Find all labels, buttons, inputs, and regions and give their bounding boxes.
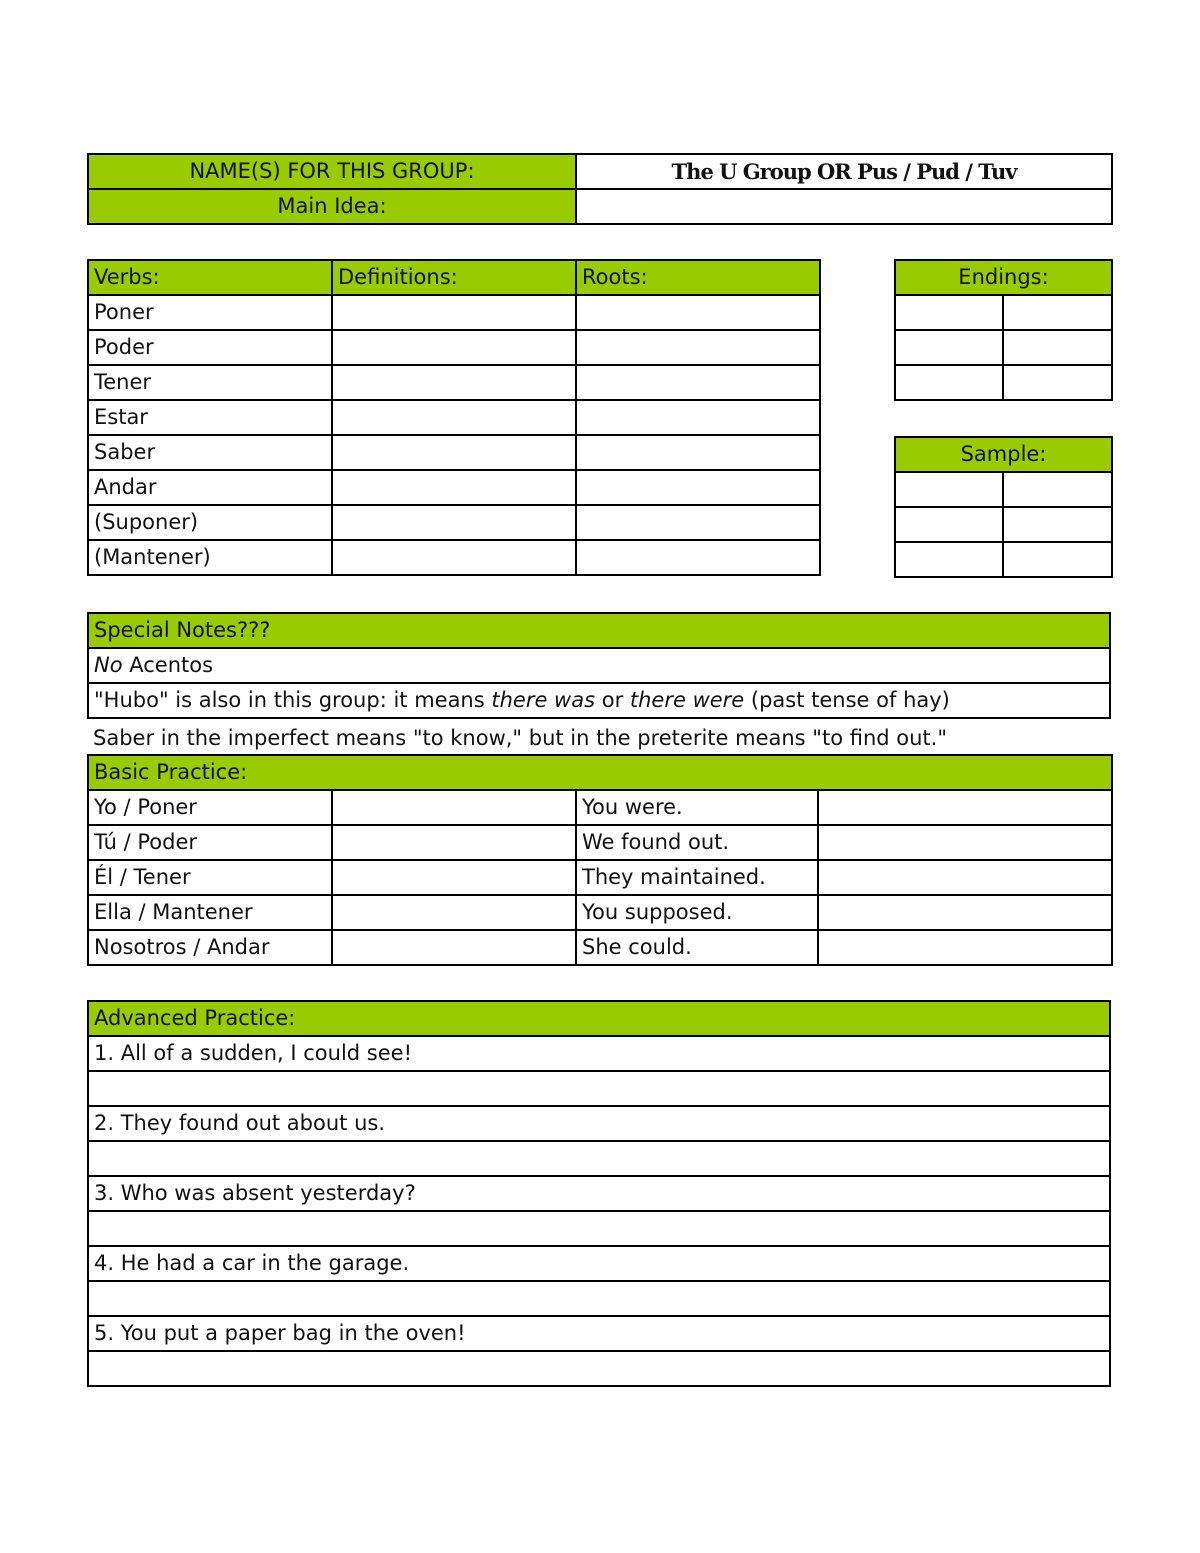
answer-line[interactable] bbox=[88, 1211, 1110, 1246]
root-cell[interactable] bbox=[576, 330, 820, 365]
note-text: or bbox=[595, 688, 630, 712]
definition-cell[interactable] bbox=[332, 505, 576, 540]
sample-header: Sample: bbox=[895, 437, 1112, 472]
sample-table bbox=[894, 436, 1113, 578]
root-cell[interactable] bbox=[576, 540, 820, 575]
prompt-cell: We found out. bbox=[576, 825, 818, 860]
practice-sentence: 4. He had a car in the garage. bbox=[88, 1246, 1110, 1281]
root-cell[interactable] bbox=[576, 295, 820, 330]
ending-cell[interactable] bbox=[1003, 365, 1112, 400]
table-row bbox=[88, 895, 1112, 930]
verb-cell: Andar bbox=[88, 470, 332, 505]
saber-note: Saber in the imperfect means "to know," but in the preterite means "to find out." bbox=[93, 726, 947, 750]
basic-practice-header: Basic Practice: bbox=[88, 755, 1112, 790]
endings-header: Endings: bbox=[895, 260, 1112, 295]
root-cell[interactable] bbox=[576, 365, 820, 400]
table-row bbox=[88, 930, 1112, 965]
definition-cell[interactable] bbox=[332, 330, 576, 365]
answer-cell[interactable] bbox=[332, 790, 576, 825]
special-notes-header: Special Notes??? bbox=[88, 613, 1110, 648]
sample-cell[interactable] bbox=[1003, 542, 1112, 577]
table-row bbox=[88, 540, 820, 575]
main-idea-label: Main Idea: bbox=[88, 189, 576, 224]
header-table bbox=[87, 153, 1113, 225]
answer-cell[interactable] bbox=[332, 860, 576, 895]
note-text: (past tense of hay) bbox=[744, 688, 950, 712]
basic-practice-table bbox=[87, 754, 1113, 966]
note-italic: No bbox=[94, 653, 123, 677]
practice-sentence: 5. You put a paper bag in the oven! bbox=[88, 1316, 1110, 1351]
answer-cell[interactable] bbox=[332, 825, 576, 860]
table-row bbox=[88, 435, 820, 470]
note-italic: there were bbox=[629, 688, 745, 712]
roots-header: Roots: bbox=[576, 260, 820, 295]
table-row bbox=[88, 825, 1112, 860]
prompt-cell: She could. bbox=[576, 930, 818, 965]
practice-sentence: 2. They found out about us. bbox=[88, 1106, 1110, 1141]
root-cell[interactable] bbox=[576, 435, 820, 470]
answer-cell[interactable] bbox=[332, 930, 576, 965]
table-row bbox=[88, 505, 820, 540]
prompt-cell: Ella / Mantener bbox=[88, 895, 332, 930]
prompt-cell: Él / Tener bbox=[88, 860, 332, 895]
prompt-cell: You supposed. bbox=[576, 895, 818, 930]
main-idea-cell[interactable] bbox=[576, 189, 1112, 224]
answer-cell[interactable] bbox=[818, 825, 1112, 860]
answer-line[interactable] bbox=[88, 1351, 1110, 1386]
definition-cell[interactable] bbox=[332, 400, 576, 435]
definition-cell[interactable] bbox=[332, 295, 576, 330]
definition-cell[interactable] bbox=[332, 470, 576, 505]
ending-cell[interactable] bbox=[1003, 295, 1112, 330]
root-cell[interactable] bbox=[576, 470, 820, 505]
table-row bbox=[88, 470, 820, 505]
sample-cell[interactable] bbox=[895, 507, 1003, 542]
answer-line[interactable] bbox=[88, 1071, 1110, 1106]
verbs-table bbox=[87, 259, 821, 576]
note-italic: there was bbox=[491, 688, 596, 712]
definitions-header: Definitions: bbox=[332, 260, 576, 295]
answer-cell[interactable] bbox=[818, 930, 1112, 965]
table-row bbox=[88, 790, 1112, 825]
verb-cell: Tener bbox=[88, 365, 332, 400]
verb-cell: (Mantener) bbox=[88, 540, 332, 575]
table-row bbox=[88, 295, 820, 330]
prompt-cell: Tú / Poder bbox=[88, 825, 332, 860]
group-title: The U Group OR Pus / Pud / Tuv bbox=[576, 154, 1112, 189]
endings-table bbox=[894, 259, 1113, 401]
prompt-cell: Yo / Poner bbox=[88, 790, 332, 825]
table-row bbox=[88, 400, 820, 435]
sample-cell[interactable] bbox=[1003, 507, 1112, 542]
advanced-practice-table bbox=[87, 1000, 1111, 1387]
note-text: "Hubo" is also in this group: it means bbox=[94, 688, 492, 712]
answer-line[interactable] bbox=[88, 1281, 1110, 1316]
definition-cell[interactable] bbox=[332, 540, 576, 575]
practice-sentence: 1. All of a sudden, I could see! bbox=[88, 1036, 1110, 1071]
note-text: Acentos bbox=[122, 653, 214, 677]
prompt-cell: Nosotros / Andar bbox=[88, 930, 332, 965]
verb-cell: Estar bbox=[88, 400, 332, 435]
answer-cell[interactable] bbox=[818, 895, 1112, 930]
root-cell[interactable] bbox=[576, 400, 820, 435]
table-row bbox=[88, 330, 820, 365]
table-row bbox=[88, 365, 820, 400]
definition-cell[interactable] bbox=[332, 365, 576, 400]
advanced-practice-header: Advanced Practice: bbox=[88, 1001, 1110, 1036]
special-notes-table bbox=[87, 612, 1111, 719]
answer-cell[interactable] bbox=[818, 860, 1112, 895]
verb-cell: Saber bbox=[88, 435, 332, 470]
note-line-2 bbox=[88, 683, 1110, 718]
verbs-header: Verbs: bbox=[88, 260, 332, 295]
ending-cell[interactable] bbox=[895, 330, 1003, 365]
verb-cell: (Suponer) bbox=[88, 505, 332, 540]
prompt-cell: They maintained. bbox=[576, 860, 818, 895]
prompt-cell: You were. bbox=[576, 790, 818, 825]
answer-line[interactable] bbox=[88, 1141, 1110, 1176]
ending-cell[interactable] bbox=[1003, 330, 1112, 365]
sample-cell[interactable] bbox=[895, 542, 1003, 577]
root-cell[interactable] bbox=[576, 505, 820, 540]
answer-cell[interactable] bbox=[332, 895, 576, 930]
sample-cell[interactable] bbox=[895, 472, 1003, 507]
practice-sentence: 3. Who was absent yesterday? bbox=[88, 1176, 1110, 1211]
definition-cell[interactable] bbox=[332, 435, 576, 470]
names-label: NAME(S) FOR THIS GROUP: bbox=[88, 154, 576, 189]
note-line-1 bbox=[88, 648, 1110, 683]
sample-cell[interactable] bbox=[1003, 472, 1112, 507]
verb-cell: Poder bbox=[88, 330, 332, 365]
table-row bbox=[88, 860, 1112, 895]
ending-cell[interactable] bbox=[895, 365, 1003, 400]
answer-cell[interactable] bbox=[818, 790, 1112, 825]
ending-cell[interactable] bbox=[895, 295, 1003, 330]
verb-cell: Poner bbox=[88, 295, 332, 330]
